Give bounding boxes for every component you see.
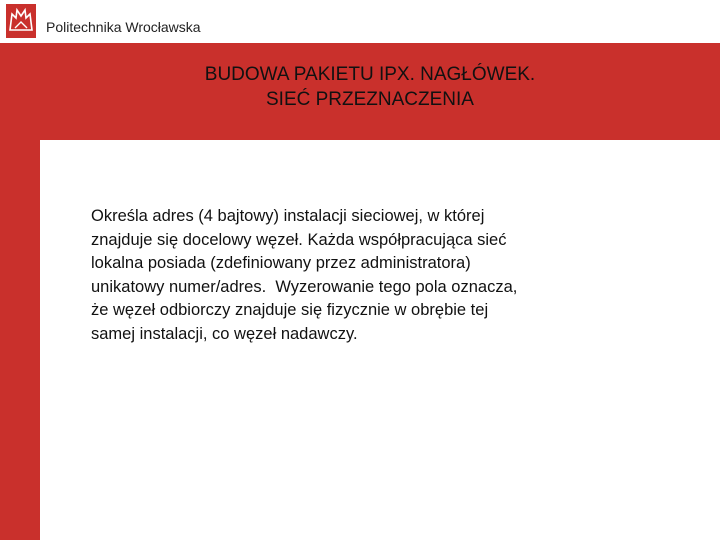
body-line: że węzeł odbiorczy znajduje się fizycznie w obrębie tej: [91, 301, 489, 319]
body-line: Określa adres (4 bajtowy) instalacji sieciowej, w której: [91, 207, 485, 225]
left-accent-bar: [0, 43, 40, 540]
top-bar: [0, 0, 720, 43]
body-line: samej instalacji, co węzeł nadawczy.: [91, 324, 358, 343]
body-line: unikatowy numer/adres. Wyzerowanie tego pola oznacza,: [91, 277, 518, 296]
slide-title: [140, 62, 600, 112]
slide-body: [91, 205, 651, 346]
body-line: lokalna posiada (zdefiniowany przez administratora): [91, 254, 471, 272]
body-line: znajduje się docelowy węzeł. Każda współpracująca sieć: [91, 230, 507, 249]
title-line-2: SIEĆ PRZEZNACZENIA: [266, 89, 474, 110]
eagle-emblem-icon: [6, 4, 36, 38]
title-line-1: BUDOWA PAKIETU IPX. NAGŁÓWEK.: [204, 64, 536, 85]
organization-name: Politechnika Wrocławska: [46, 19, 201, 35]
